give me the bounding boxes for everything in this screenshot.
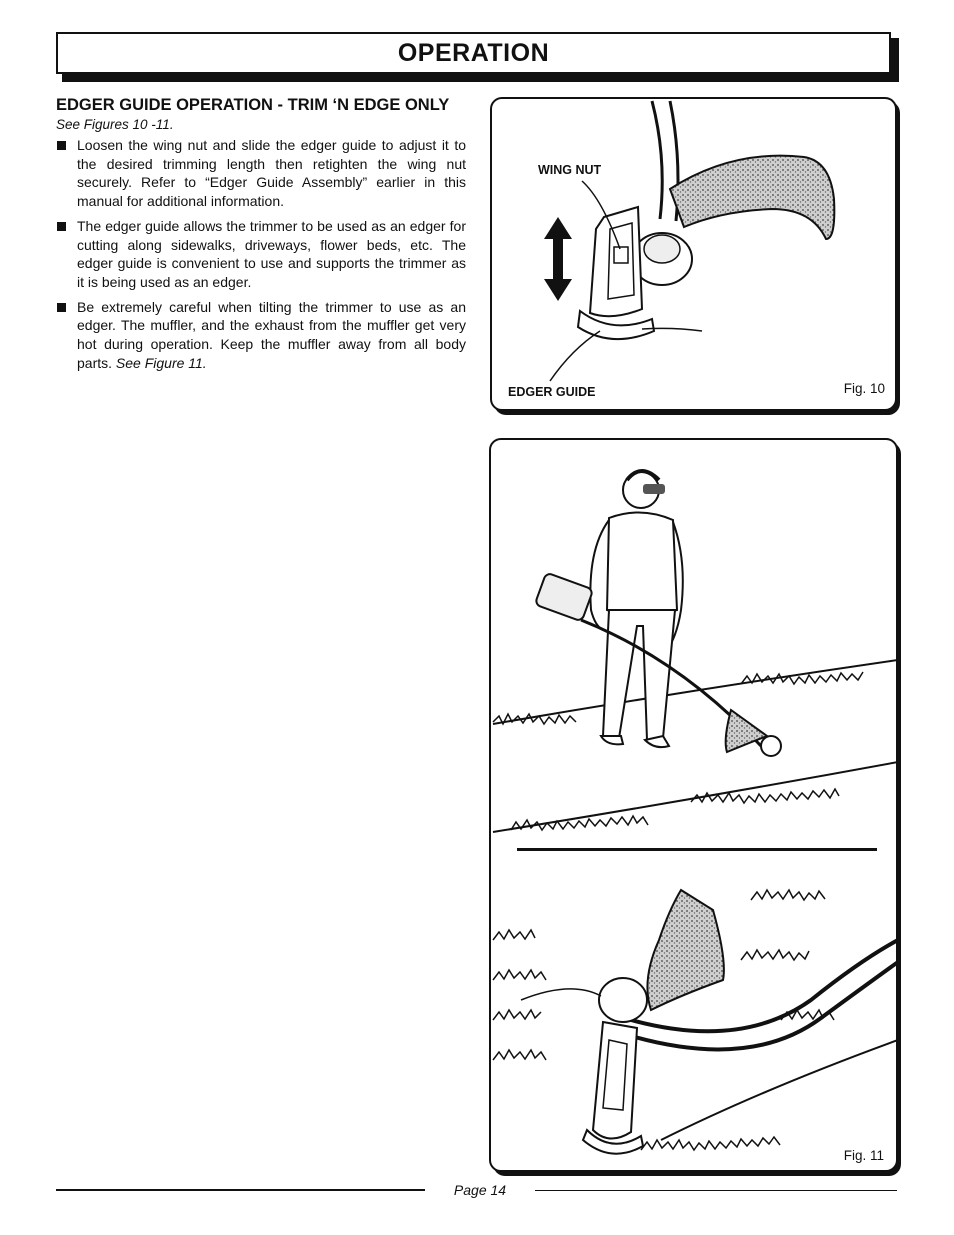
figure-label: Fig. 10 [843,381,885,396]
square-bullet-icon [57,303,66,312]
wing-nut-callout: WING NUT [538,163,602,177]
square-bullet-icon [57,222,66,231]
figure-11 [489,438,898,1172]
bullet-text: Loosen the wing nut and slide the edger guide to adjust it to the desired trimming length then retighten the wing nut securely. Refer to “Edger Guide Assembly” earlier in this manual for additional information. [77,137,466,210]
figure-reference: See Figure 11. [115,354,207,371]
list-item [56,136,466,211]
figure-label: Fig. 11 [843,1148,884,1163]
instruction-column [56,96,466,378]
header-banner [56,32,891,74]
bullet-text: The edger guide allows the trimmer to be used as an edger for cutting along sidewalks, driveways, flower beds, etc. The edger guide is convenient to use and supports the trimmer as it is being used as an edger. [77,217,466,290]
bullet-text: Be extremely careful when tilting the trimmer to use as an edger. The muffler, and the exhaust from the muffler get very hot during operation. Keep the muffler away from all body parts. [77,298,466,371]
square-bullet-icon [57,141,66,150]
section-heading: EDGER GUIDE OPERATION - TRIM ‘N EDGE ONLY [56,96,450,114]
footer-rule-right [535,1190,897,1191]
figure-10 [490,97,897,411]
see-figures-note: See Figures 10 -11. [56,117,174,132]
bullet-list [56,136,466,372]
edger-guide-closeup-illustration [492,99,897,411]
list-item [56,217,466,292]
edging-along-sidewalk-illustration [491,440,898,1172]
footer-rule-left [56,1189,425,1191]
edger-guide-callout: EDGER GUIDE [508,385,596,399]
page-number: Page 14 [453,1182,507,1198]
list-item [56,298,466,373]
page-title: OPERATION [397,39,550,67]
